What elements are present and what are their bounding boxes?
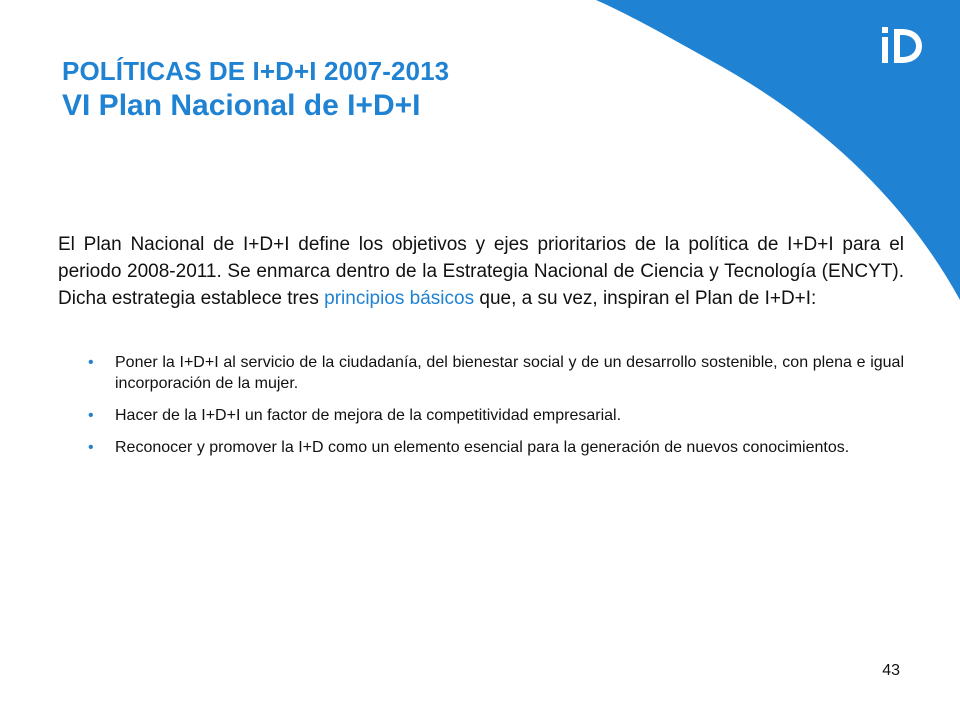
list-item bbox=[88, 405, 904, 426]
list-item-text: Reconocer y promover la I+D como un elemento esencial para la generación de nuevos conocimientos. bbox=[115, 439, 850, 456]
intro-text-part2: que, a su vez, inspiran el Plan de I+D+I: bbox=[474, 288, 817, 309]
intro-paragraph bbox=[58, 231, 904, 312]
list-item-text: Poner la I+D+I al servicio de la ciudadanía, del bienestar social y de un desarrollo sostenible, con plena e igual incorporación de la mujer. bbox=[115, 354, 904, 392]
page-number: 43 bbox=[882, 662, 900, 679]
subtitle-heading: VI Plan Nacional de I+D+I bbox=[62, 89, 421, 122]
bullet-icon: • bbox=[88, 354, 94, 371]
title-heading: POLÍTICAS DE I+D+I 2007-2013 bbox=[62, 56, 450, 86]
title-block bbox=[62, 56, 822, 124]
bullet-icon: • bbox=[88, 439, 94, 456]
list-item-text: Hacer de la I+D+I un factor de mejora de la competitividad empresarial. bbox=[115, 407, 622, 424]
id-logo-icon bbox=[880, 24, 924, 68]
bullet-icon: • bbox=[88, 407, 94, 424]
list-item bbox=[88, 352, 904, 394]
list-item bbox=[88, 437, 904, 458]
intro-highlight: principios básicos bbox=[324, 288, 475, 309]
principles-list bbox=[88, 352, 904, 469]
intro-text-part1: El Plan Nacional de I+D+I define los objetivos y ejes prioritarios de la política de I+D+I para el periodo 2008-2011. Se enmarca dentro de la Estrategia Nacional de Ciencia y Tecnología (ENCYT). Dicha estrategia establece tres bbox=[58, 234, 904, 309]
